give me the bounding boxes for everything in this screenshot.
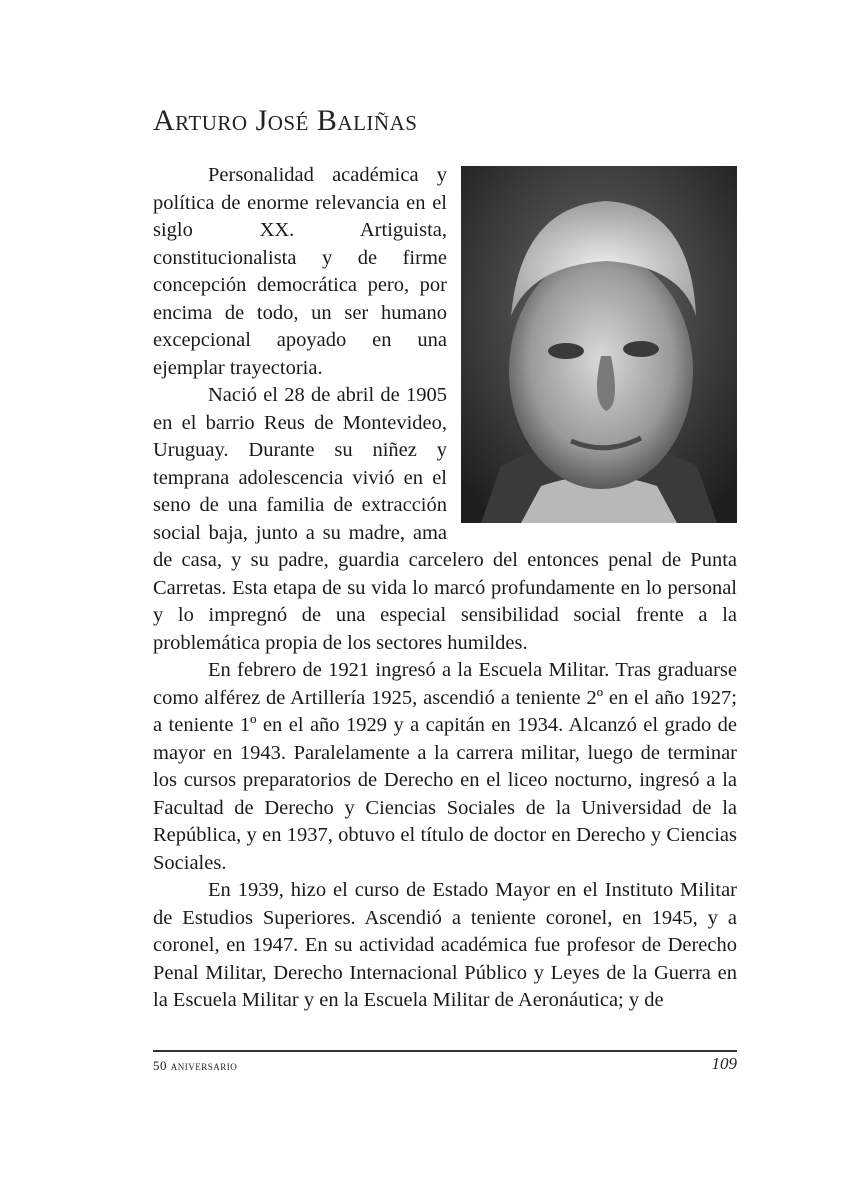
paragraph-4: En 1939, hizo el curso de Estado Mayor en el Instituto Militar de Estudios Superiores. Ascendió a teniente coronel, en 1945, y a coronel, en 1947. En su actividad académica fue profesor de Derecho Penal Militar, Derecho Internacional Público y Leyes de la Guerra en la Escuela Militar y en la Escuela Militar de Aeronáutica; y de — [153, 879, 737, 1011]
body-text — [153, 162, 737, 1015]
footer-divider — [153, 1050, 737, 1052]
paragraph-3: En febrero de 1921 ingresó a la Escuela Militar. Tras graduarse como alférez de Artillería 1925, ascendió a teniente 2º en el año 1927; a teniente 1º en el año 1929 y a capitán en 1934. Alcanzó el grado de mayor en 1943. Paralelamente a la carrera militar, luego de terminar los cursos preparatorios de Derecho en el liceo nocturno, ingresó a la Facultad de Derecho y Ciencias Sociales de la Universidad de la República, y en 1937, obtuvo el título de doctor en Derecho y Ciencias Sociales. — [153, 659, 737, 874]
portrait-photo — [461, 166, 737, 523]
page-title: Arturo José Baliñas — [153, 104, 418, 137]
paragraph-1: Personalidad académica y política de enorme relevancia en el siglo XX. Artiguista, constitucionalista y de firme concepción democrática pero, por encima de todo, un ser humano excepcional apoyado en una ejemplar trayectoria. — [153, 164, 447, 379]
page-number: 109 — [711, 1054, 737, 1073]
paragraph-2: Nació el 28 de abril de 1905 en el barrio Reus de Montevideo, Uruguay. Durante su niñez y temprana adolescencia vivió en el seno de una familia de extracción social baja, junto a su madre, ama de casa, y su padre, guardia carcelero del entonces penal de Punta Carretas. Esta etapa de su vida lo marcó profundamente en lo personal y lo impregnó de una especial sensibilidad social frente a la problemática propia de los sectores humildes. — [153, 384, 737, 654]
footer-publication: 50 aniversario — [153, 1058, 238, 1073]
